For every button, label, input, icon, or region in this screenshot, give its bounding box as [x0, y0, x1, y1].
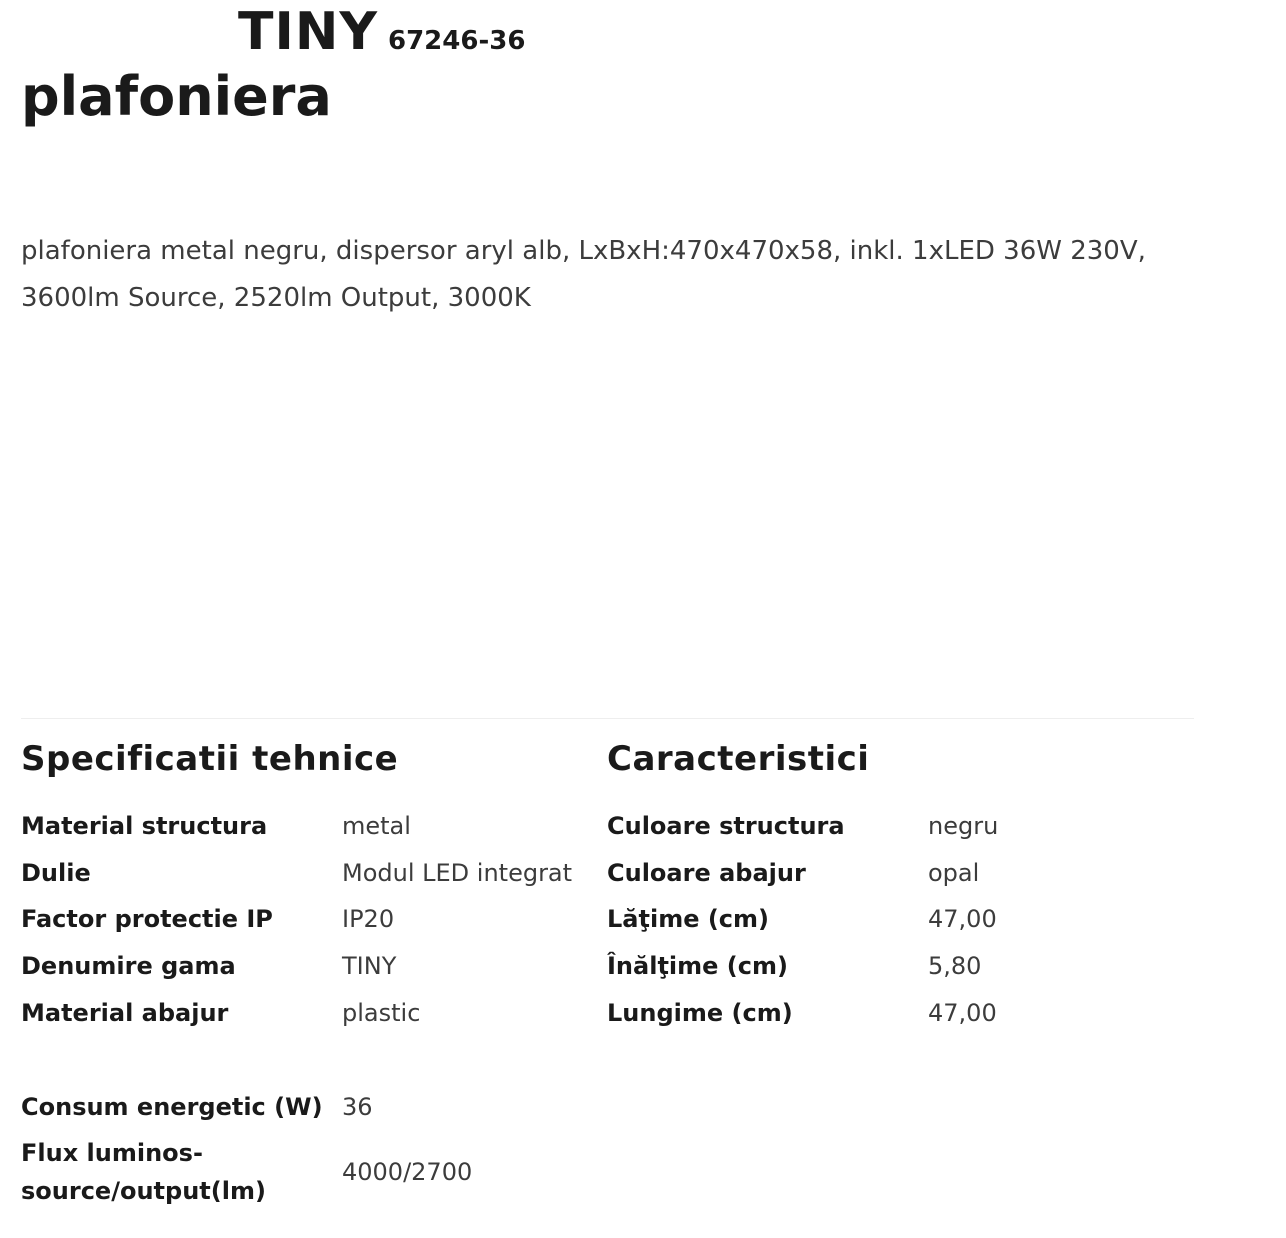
spec-label-factor-protectie: Factor protectie IP: [21, 905, 273, 933]
spec-label-dulie: Dulie: [21, 859, 91, 887]
spec-value-flux-luminos: 4000/2700: [342, 1158, 473, 1186]
spec-value-denumire-gama: TINY: [342, 952, 397, 980]
spec-label-flux-luminos-cont: source/output(lm): [21, 1177, 266, 1205]
description-line: 3600lm Source, 2520lm Output, 3000K: [21, 283, 531, 313]
spec-value-material-abajur: plastic: [342, 999, 421, 1027]
description-line: plafoniera metal negru, dispersor aryl alb, LxBxH:470x470x58, inkl. 1xLED 36W 230V,: [21, 236, 1146, 266]
feature-label-culoare-abajur: Culoare abajur: [607, 859, 806, 887]
product-title-row: [238, 2, 525, 62]
product-code: 67246-36: [388, 26, 526, 56]
feature-value-inaltime: 5,80: [928, 952, 982, 980]
feature-value-lungime: 47,00: [928, 999, 997, 1027]
spec-value-dulie: Modul LED integrat: [342, 859, 573, 887]
spec-label-material-structura: Material structura: [21, 812, 268, 840]
feature-value-culoare-abajur: opal: [928, 859, 980, 887]
feature-label-lungime: Lungime (cm): [607, 999, 793, 1027]
spec-label-denumire-gama: Denumire gama: [21, 952, 236, 980]
section-divider: [21, 718, 1194, 719]
features-section-title: Caracteristici: [607, 739, 870, 779]
feature-label-culoare-structura: Culoare structura: [607, 812, 845, 840]
spec-value-material-structura: metal: [342, 812, 411, 840]
product-name: TINY: [238, 2, 378, 62]
feature-label-inaltime: Înălţime (cm): [607, 952, 788, 980]
specs-section-title: Specificatii tehnice: [21, 739, 399, 779]
spec-label-material-abajur: Material abajur: [21, 999, 229, 1027]
spec-value-factor-protectie: IP20: [342, 905, 395, 933]
spec-label-flux-luminos: Flux luminos-: [21, 1139, 203, 1167]
product-type: plafoniera: [21, 65, 332, 128]
feature-value-culoare-structura: negru: [928, 812, 999, 840]
feature-label-latime: Lăţime (cm): [607, 905, 769, 933]
product-description: [21, 228, 1221, 322]
feature-value-latime: 47,00: [928, 905, 997, 933]
spec-value-consum-energetic: 36: [342, 1093, 373, 1121]
spec-label-consum-energetic: Consum energetic (W): [21, 1093, 323, 1121]
